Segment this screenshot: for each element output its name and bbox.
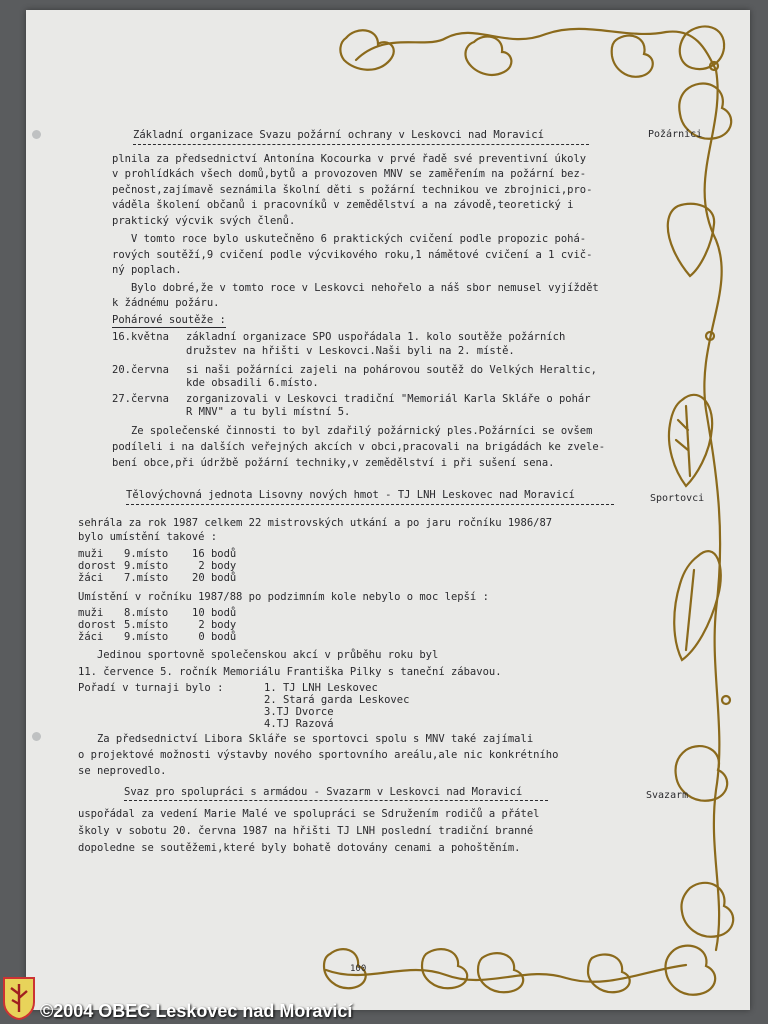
cup-text: zorganizovali v Leskovci tradiční "Memoriál Karla Skláře o pohár — [186, 393, 591, 405]
cup-text: základní organizace SPO uspořádala 1. kolo soutěže požárních — [186, 331, 566, 343]
paragraph-line: uspořádal za vedení Marie Malé ve spolupráci se Sdružením rodičů a přátel — [78, 808, 540, 820]
standing-place: 8.místo — [124, 607, 169, 619]
paragraph-line: v prohlídkách všech domů,bytů a provozoven MNV se zaměřením na požární bez- — [112, 168, 587, 180]
cup-text: R MNV" a tu byli místní 5. — [186, 406, 351, 418]
cup-text: kde obsadili 6.místo. — [186, 377, 319, 389]
margin-label-athletes: Sportovci — [650, 493, 705, 504]
standing-team: muži — [78, 607, 104, 619]
paragraph-line: 11. července 5. ročník Memoriálu Františka Pilky s taneční zábavou. — [78, 666, 502, 678]
paragraph-line: plnila za předsednictví Antonína Kocourka v prvé řadě své preventivní úkoly — [112, 153, 587, 165]
standing-points: 2 body — [192, 619, 237, 631]
standing-team: muži — [78, 548, 104, 560]
standing-team: žáci — [78, 572, 104, 584]
cup-date: 27.června — [112, 393, 169, 405]
margin-label-svazarm: Svazarm — [646, 790, 689, 801]
section-title-sports: Tělovýchovná jednota Lisovny nových hmot - TJ LNH Leskovec nad Moravicí — [126, 489, 575, 501]
tournament-entry: 3.TJ Dvorce — [264, 706, 334, 718]
standing-place: 9.místo — [124, 631, 169, 643]
paragraph-line: podíleli i na dalších veřejných akcích v obci,pracovali na brigádách ke zvele- — [112, 441, 606, 453]
standing-points: 0 bodů — [192, 631, 237, 643]
cup-text: si naši požárníci zajeli na pohárovou soutěž do Velkých Heraltic, — [186, 364, 597, 376]
margin-label-firefighters: Požárníci — [648, 129, 703, 140]
paragraph-line: Jedinou sportovně společenskou akcí v průběhu roku byl — [78, 649, 439, 661]
paragraph-line: váděla školení občanů i pracovníků v zemědělství a na závodě,teoretický i — [112, 199, 574, 211]
paragraph-line: pečnost,zajímavě seznámila školní děti s požární technikou ve zbrojnici,pro- — [112, 184, 593, 196]
paragraph-line: ný poplach. — [112, 264, 182, 276]
tournament-entry: 1. TJ LNH Leskovec — [264, 682, 378, 694]
standing-place: 5.místo — [124, 619, 169, 631]
title-underline — [126, 504, 614, 505]
paragraph-line: Ze společenské činnosti to byl zdařilý požárnický ples.Požárníci se ovšem — [112, 425, 593, 437]
title-underline — [124, 800, 548, 801]
standing-place: 9.místo — [124, 548, 169, 560]
document-page — [26, 10, 750, 1010]
standing-place: 9.místo — [124, 560, 169, 572]
footer-copyright: ©2004 OBEC Leskovec nad Moravicí — [40, 1001, 353, 1021]
cup-date: 16.května — [112, 331, 169, 343]
paragraph-line: Umístění v ročníku 1987/88 po podzimním kole nebylo o moc lepší : — [78, 591, 489, 603]
paragraph-line: sehrála za rok 1987 celkem 22 mistrovských utkání a po jaru ročníku 1986/87 — [78, 517, 553, 529]
standing-place: 7.místo — [124, 572, 169, 584]
cup-date: 20.června — [112, 364, 169, 376]
page-number: 100 — [350, 964, 367, 974]
paragraph-line: bení obce,při údržbě požární techniky,v zemědělství i při sušení sena. — [112, 457, 555, 469]
section-title-fire-brigade: Základní organizace Svazu požární ochrany v Leskovci nad Moravicí — [133, 129, 544, 141]
paragraph-line: Za předsednictví Libora Skláře se sportovci spolu s MNV také zajímali — [78, 733, 534, 745]
paragraph-line: dopoledne se soutěžemi,které byly bohatě dotovány cenami a pohoštěním. — [78, 842, 521, 854]
paragraph-line: o projektové možnosti výstavby nového sportovního areálu,ale nic konkrétního — [78, 749, 559, 761]
standing-points: 16 bodů — [192, 548, 237, 560]
standing-team: žáci — [78, 631, 104, 643]
standing-team: dorost — [78, 619, 116, 631]
paragraph-line: školy v sobotu 20. června 1987 na hřišti TJ LNH poslední tradiční branné — [78, 825, 534, 837]
standing-points: 10 bodů — [192, 607, 237, 619]
tournament-label: Pořadí v turnaji bylo : — [78, 682, 224, 694]
section-title-svazarm: Svaz pro spolupráci s armádou - Svazarm v Leskovci nad Moravicí — [124, 786, 523, 798]
standing-points: 20 bodů — [192, 572, 237, 584]
cups-heading: Pohárové soutěže : — [112, 314, 226, 326]
tournament-entry: 2. Stará garda Leskovec — [264, 694, 410, 706]
paragraph-line: k žádnému požáru. — [112, 297, 220, 309]
paragraph-line: se neprovedlo. — [78, 765, 167, 777]
title-underline — [133, 144, 589, 145]
paragraph-line: rových soutěží,9 cvičení podle výcvikového roku,1 námětové cvičení a 1 cvič- — [112, 249, 593, 261]
paragraph-line: V tomto roce bylo uskutečněno 6 praktických cvičení podle propozic pohá- — [112, 233, 587, 245]
paragraph-line: Bylo dobré,že v tomto roce v Leskovci nehořelo a náš sbor nemusel vyjíždět — [112, 282, 599, 294]
standing-team: dorost — [78, 560, 116, 572]
tournament-entry: 4.TJ Razová — [264, 718, 334, 730]
paragraph-line: bylo umístění takové : — [78, 531, 218, 543]
coat-of-arms-logo — [2, 976, 36, 1020]
paragraph-line: praktický výcvik svých členů. — [112, 215, 296, 227]
standing-points: 2 body — [192, 560, 237, 572]
cup-text: družstev na hřišti v Leskovci.Naši byli na 2. místě. — [186, 345, 515, 357]
